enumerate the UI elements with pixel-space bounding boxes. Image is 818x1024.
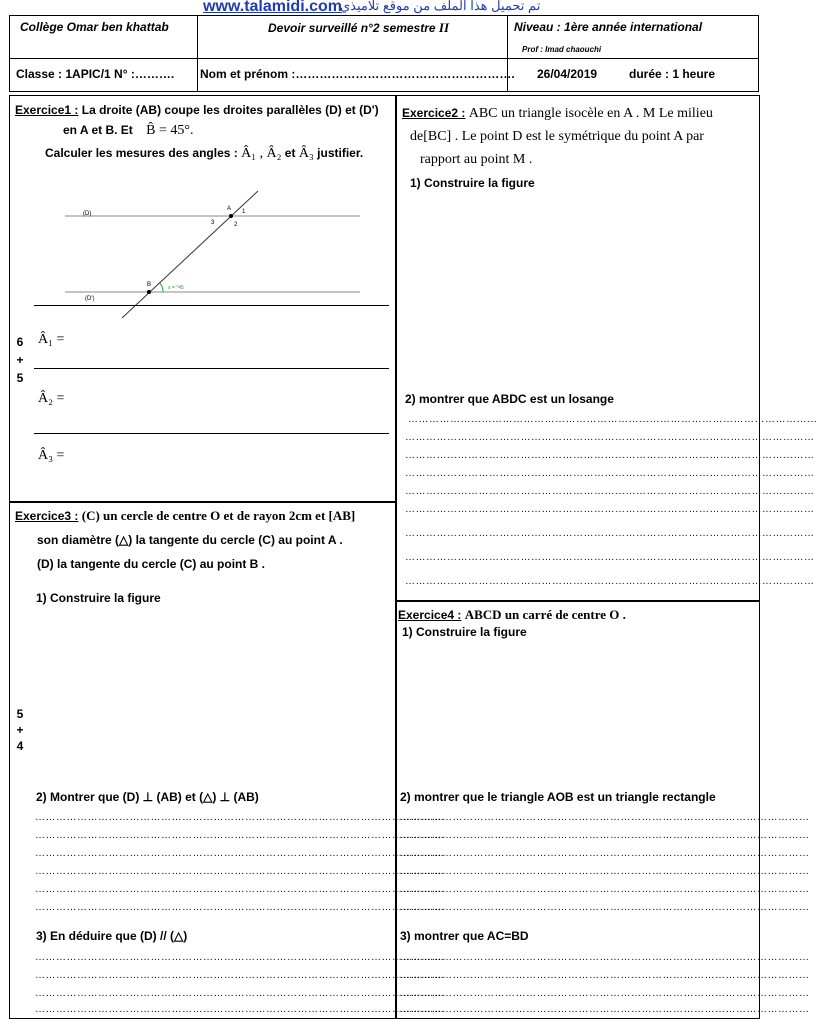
ex4-answer-dots-1[interactable]: ……………………………………………………………………………………………………… (400, 812, 810, 823)
ex4-answer-dots-3[interactable]: ……………………………………………………………………………………………………… (400, 848, 810, 859)
ex2-answer-dots-4[interactable]: ……………………………………………………………………………………………………… (405, 468, 815, 479)
label-b: B (147, 282, 152, 288)
ex3-q1: 1) Construire la figure (36, 591, 161, 605)
ex1-figure (55, 185, 375, 325)
ex4-q1: 1) Construire la figure (402, 625, 527, 639)
ex2-answer-dots-9[interactable]: ……………………………………………………………………………………………………… (405, 576, 815, 587)
name-field[interactable]: Nom et prénom :………………………………………………. (200, 67, 515, 81)
score-ex3-4-plus: + (16, 723, 24, 737)
ex4-answer-dots-6[interactable]: ……………………………………………………………………………………………………… (400, 902, 810, 913)
ex2-answer-dots-8[interactable]: ……………………………………………………………………………………………………… (405, 552, 815, 563)
ex1-answer-2[interactable]: Â₂ = (38, 391, 65, 406)
ex4-answer-dots-8[interactable]: ……………………………………………………………………………………………………… (400, 970, 810, 981)
site-link[interactable]: www.talamidi.com (203, 0, 342, 15)
arabic-banner: تم تحميل هذا الملف من موقع تلاميذي (340, 0, 541, 13)
ex3-answer-dots-7[interactable]: ……………………………………………………………………………………………………… (35, 952, 445, 963)
ex3-q2: 2) Montrer que (D) ⊥ (AB) et (△) ⊥ (AB) (36, 790, 259, 804)
ex3-answer-dots-5[interactable]: ……………………………………………………………………………………………………… (35, 884, 445, 895)
ex2-statement: Exercice2 : ABC un triangle isocèle en A . M Le milieu de[BC] . Le point D est le symétrique du point A par rapport au point M . (402, 106, 713, 167)
ex4-statement: Exercice4 : ABCD un carré de centre O . (398, 607, 626, 622)
school-name: Collège Omar ben khattab (20, 20, 169, 34)
ex2-answer-dots-3[interactable]: ……………………………………………………………………………………………………… (405, 450, 815, 461)
ex1-answer-3[interactable]: Â₃ = (38, 448, 65, 463)
level-label: Niveau : 1ère année international (514, 20, 703, 34)
exam-title: Devoir surveillé n°2 semestre II (268, 20, 450, 35)
ex3-answer-dots-2[interactable]: ……………………………………………………………………………………………………… (35, 830, 445, 841)
ex2-answer-dots-6[interactable]: ……………………………………………………………………………………………………… (405, 504, 815, 515)
ex2-q2: 2) montrer que ABDC est un losange (405, 392, 614, 406)
ex3-answer-dots-8[interactable]: ……………………………………………………………………………………………………… (35, 970, 445, 981)
ex2-q1: 1) Construire la figure (410, 176, 535, 190)
class-field: Classe : 1APIC/1 N° :………. (16, 67, 175, 81)
ex1-title: Exercice1 : (15, 103, 79, 117)
line-ab (122, 191, 258, 318)
ex4-q3: 3) montrer que AC=BD (400, 929, 529, 943)
label-2: 2 (234, 222, 238, 228)
ex3-answer-dots-9[interactable]: ……………………………………………………………………………………………………… (35, 988, 445, 999)
point-b (147, 290, 151, 294)
score-ex3-4-a: 5 (16, 707, 24, 721)
ex4-answer-dots-7[interactable]: ……………………………………………………………………………………………………… (400, 952, 810, 963)
label-3: 3 (211, 220, 215, 226)
ex3-statement: Exercice3 : (C) un cercle de centre O et de rayon 2cm et [AB] son diamètre (△) la tangente du cercle (C) au point A . (D) la tangente du cercle (C) au point B . (15, 508, 356, 571)
ex4-answer-dots-10[interactable]: ……………………………………………………………………………………………………… (400, 1004, 810, 1015)
ex3-answer-dots-10[interactable]: ……………………………………………………………………………………………………… (35, 1004, 445, 1015)
label-1: 1 (242, 209, 246, 215)
score-ex3-4-b: 4 (16, 739, 24, 753)
ex3-q3: 3) En déduire que (D) // (△) (36, 929, 188, 943)
ex3-answer-dots-1[interactable]: ……………………………………………………………………………………………………… (35, 812, 445, 823)
ex4-q2: 2) montrer que le triangle AOB est un triangle rectangle (400, 790, 716, 804)
point-a (229, 214, 233, 218)
ex2-answer-dots-7[interactable]: ……………………………………………………………………………………………………… (405, 528, 815, 539)
ex1-line2: en A et B. Et B̂ = 45°. (63, 123, 194, 138)
ex4-answer-dots-9[interactable]: ……………………………………………………………………………………………………… (400, 988, 810, 999)
label-angle: x = °45 (168, 285, 184, 291)
score-ex1-2-b: 5 (16, 371, 24, 385)
ex2-answer-dots-5[interactable]: ……………………………………………………………………………………………………… (405, 486, 815, 497)
score-ex1-2-plus: + (16, 353, 24, 367)
ex1-answer-1[interactable]: Â₁ = (38, 332, 65, 347)
ex4-answer-dots-2[interactable]: ……………………………………………………………………………………………………… (400, 830, 810, 841)
ex1-statement: Exercice1 : La droite (AB) coupe les droites parallèles (D) et (D') (15, 103, 379, 117)
prof-label: Prof : Imad chaouchi (522, 45, 602, 54)
ex4-answer-dots-5[interactable]: ……………………………………………………………………………………………………… (400, 884, 810, 895)
score-ex1-2-a: 6 (16, 335, 24, 349)
ex3-answer-dots-6[interactable]: ……………………………………………………………………………………………………… (35, 902, 445, 913)
exam-duration: durée : 1 heure (629, 67, 716, 81)
label-d-prime: (D') (85, 296, 95, 302)
ex4-answer-dots-4[interactable]: ……………………………………………………………………………………………………… (400, 866, 810, 877)
label-a: A (227, 206, 232, 212)
exam-date: 26/04/2019 (537, 67, 598, 81)
ex3-answer-dots-3[interactable]: ……………………………………………………………………………………………………… (35, 848, 445, 859)
ex1-line3: Calculer les mesures des angles : Â₁ , Â₂ et Â₃ justifier. (45, 146, 364, 161)
ex3-answer-dots-4[interactable]: ……………………………………………………………………………………………………… (35, 866, 445, 877)
label-d: (D) (83, 211, 92, 217)
ex2-answer-dots-1[interactable]: ……………………………………………………………………………………………………… (408, 414, 818, 425)
ex2-answer-dots-2[interactable]: ……………………………………………………………………………………………………… (405, 432, 815, 443)
